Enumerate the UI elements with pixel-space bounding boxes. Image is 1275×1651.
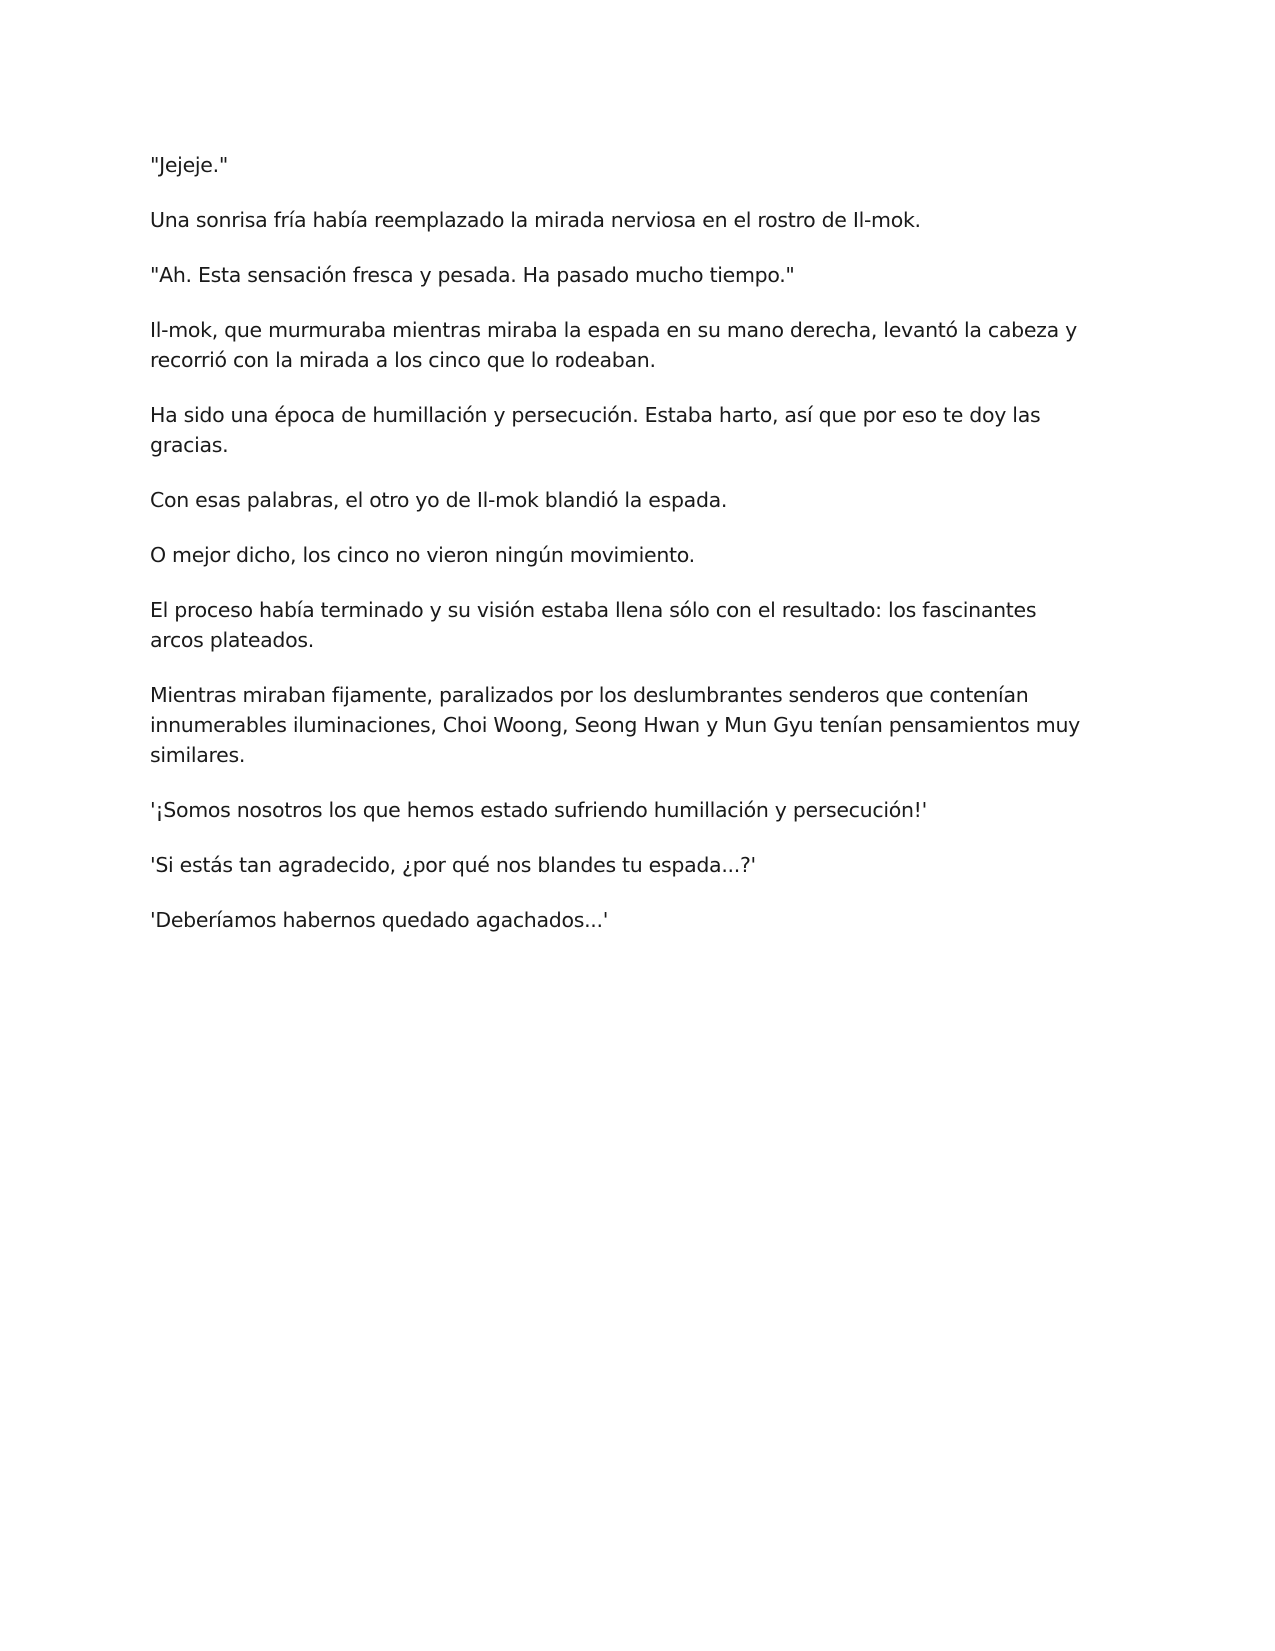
paragraph-3: "Ah. Esta sensación fresca y pesada. Ha pasado mucho tiempo." bbox=[150, 263, 795, 287]
paragraph-11: 'Si estás tan agradecido, ¿por qué nos blandes tu espada...?' bbox=[150, 853, 756, 877]
paragraph-12: 'Deberíamos habernos quedado agachados...' bbox=[150, 908, 609, 932]
paragraph-5: Ha sido una época de humillación y persecución. Estaba harto, así que por eso te doy las gracias. bbox=[150, 403, 1041, 457]
paragraph-6: Con esas palabras, el otro yo de Il-mok blandió la espada. bbox=[150, 488, 728, 512]
paragraph-8: El proceso había terminado y su visión estaba llena sólo con el resultado: los fascinantes arcos plateados. bbox=[150, 598, 1037, 652]
paragraph-7: O mejor dicho, los cinco no vieron ningún movimiento. bbox=[150, 543, 695, 567]
paragraph-10: '¡Somos nosotros los que hemos estado sufriendo humillación y persecución!' bbox=[150, 798, 927, 822]
paragraph-9: Mientras miraban fijamente, paralizados por los deslumbrantes senderos que contenían innumerables iluminaciones, Choi Woong, Seong Hwan y Mun Gyu tenían pensamientos muy similares. bbox=[150, 683, 1080, 767]
document-body bbox=[150, 150, 1095, 960]
paragraph-1: "Jejeje." bbox=[150, 153, 228, 177]
paragraph-2: Una sonrisa fría había reemplazado la mirada nerviosa en el rostro de Il-mok. bbox=[150, 208, 921, 232]
paragraph-4: Il-mok, que murmuraba mientras miraba la espada en su mano derecha, levantó la cabeza y recorrió con la mirada a los cinco que lo rodeaban. bbox=[150, 318, 1077, 372]
